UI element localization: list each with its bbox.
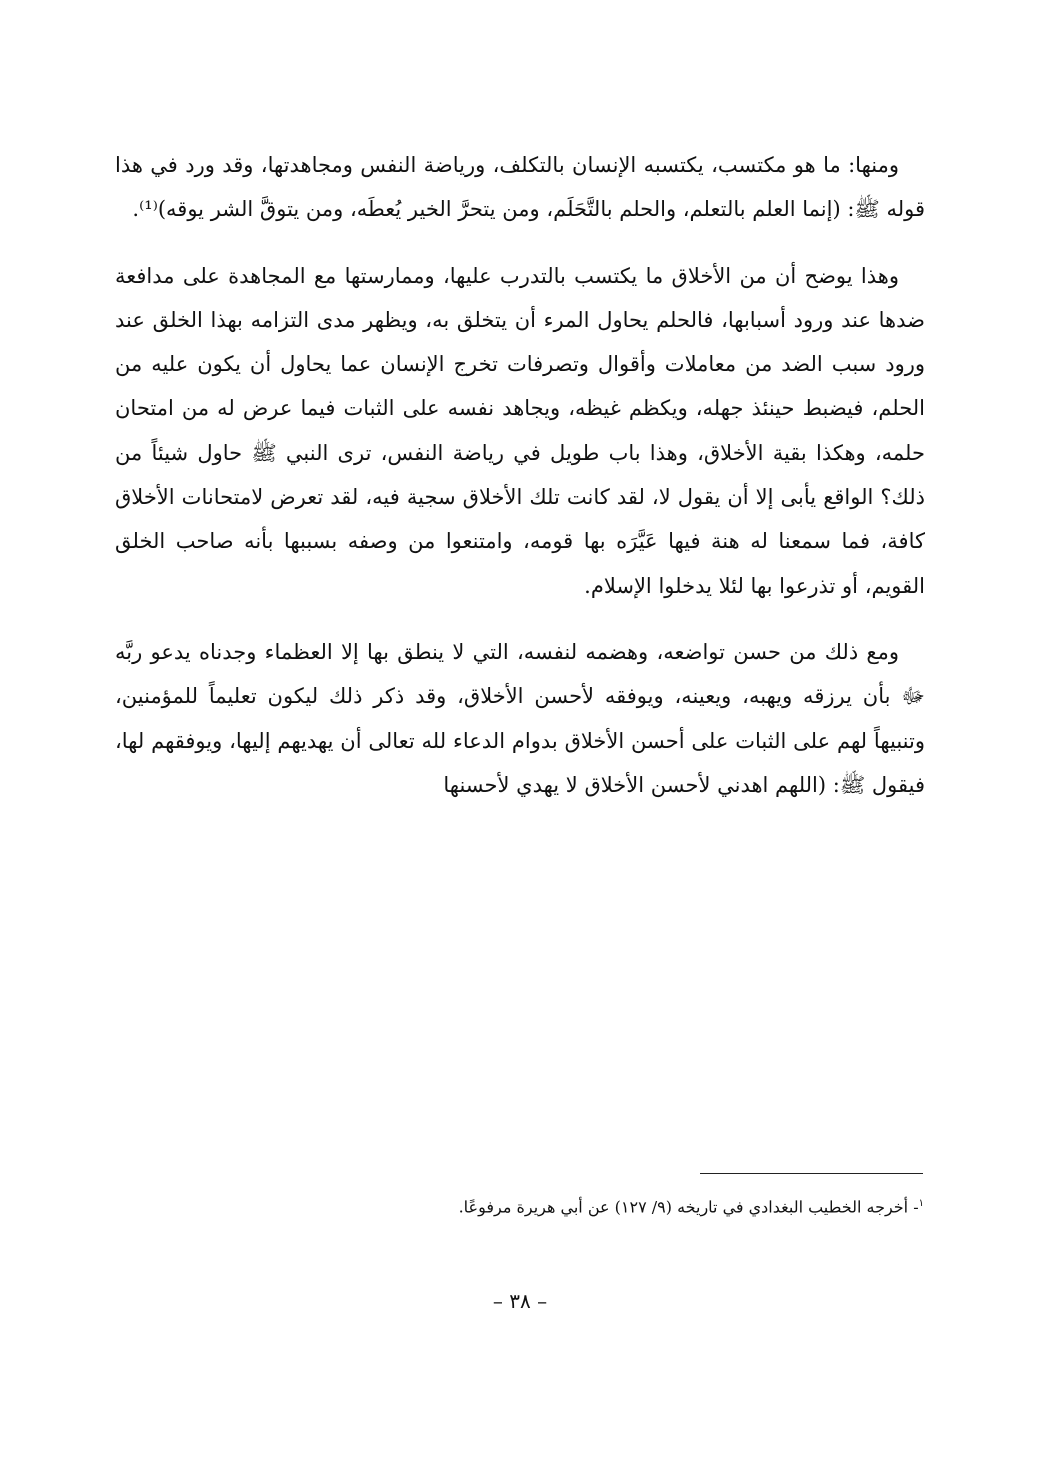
paragraph-prophet-humility: ومع ذلك من حسن تواضعه، وهضمه لنفسه، التي لا ينطق بها إلا العظماء وجدناه يدعو ربَّه ﷻ بأن يرزقه ويهبه، ويعينه، ويوفقه لأحسن الأخلاق، وقد ذكر ذلك ليكون تعليماً للمؤمنين، وتنبيهاً لهم على الثبات على أحسن الأخلاق بدوام الدعاء لله تعالى أن يهديهم إليها، ويوفقهم لها، فيقول ﷺ: (اللهم اهدني لأحسن الأخلاق لا يهدي لأحسنها	[115, 639, 925, 797]
page-number: – ٣٨ –	[492, 1289, 548, 1313]
paragraph-acquired-character: ومنها: ما هو مكتسب، يكتسبه الإنسان بالتكلف، ورياضة النفس ومجاهدتها، وقد ورد في هذا قوله ﷺ: (إنما العلم بالتعلم، والحلم بالتَّحَلَم، ومن يتحرَّ الخير يُعطَه، ومن يتوقَّ الشر يوقه)⁽¹⁾.	[115, 153, 925, 222]
footnote-separator	[700, 1173, 923, 1174]
footnote-text: - أخرجه الخطيب البغدادي في تاريخه (٩/ ١٢٧) عن أبي هريرة مرفوعًا.	[458, 1197, 919, 1217]
footnote-marker: ١	[918, 1198, 924, 1209]
footnote	[114, 1189, 924, 1222]
paragraph-forbearance-training: وهذا يوضح أن من الأخلاق ما يكتسب بالتدرب عليها، وممارستها مع المجاهدة على مدافعة ضدها عند ورود أسبابها، فالحلم يحاول المرء أن يتخلق به، ويظهر مدى التزامه بهذا الخلق عند ورود سبب الضد من معاملات وأقوال وتصرفات تخرج الإنسان عما يحاول أن يكون عليه من الحلم، فيضبط حينئذ جهله، ويكظم غيظه، ويجاهد نفسه على الثبات فيما عرض له من امتحان حلمه، وهكذا بقية الأخلاق، وهذا باب طويل في رياضة النفس، ترى النبي ﷺ حاول شيئاً من ذلك؟ الواقع يأبى إلا أن يقول لا، لقد كانت تلك الأخلاق سجية فيه، لقد تعرض لامتحانات الأخلاق كافة، فما سمعنا له هنة فيها عَيَّرَه بها قومه، وامتنعوا من وصفه بسببها بأنه صاحب الخلق القويم، أو تذرعوا بها لئلا يدخلوا الإسلام.	[115, 263, 925, 598]
body-text	[115, 143, 925, 829]
